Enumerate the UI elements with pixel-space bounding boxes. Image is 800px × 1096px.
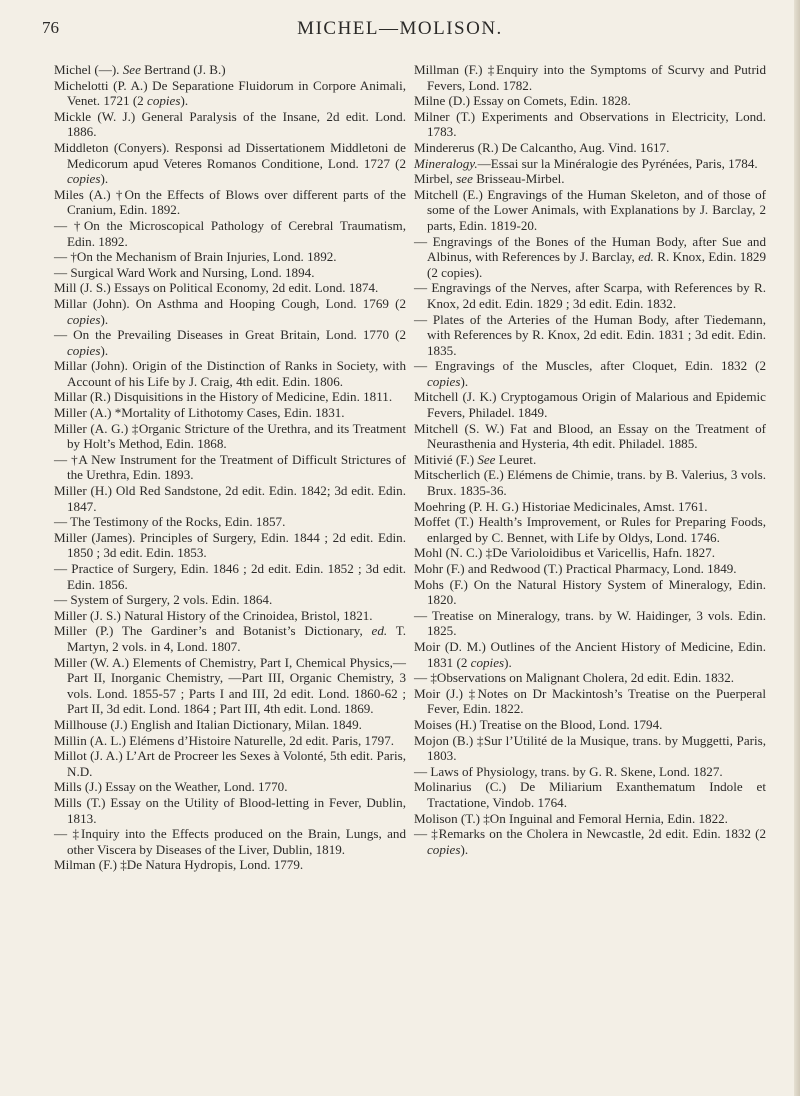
catalogue-entry <box>54 561 406 592</box>
catalogue-entry <box>414 234 766 281</box>
catalogue-entry <box>414 499 766 515</box>
catalogue-entry <box>414 62 766 93</box>
entry-pre: Millin (A. L.) Elémens d’Histoire Naturelle, 2d edit. Paris, 1797. <box>54 732 395 748</box>
page-edge-decoration <box>794 0 800 1096</box>
left-column <box>54 62 406 873</box>
catalogue-entry <box>54 405 406 421</box>
entry-pre: Mindererus (R.) De Calcantho, Aug. Vind. 1617. <box>414 139 670 155</box>
entry-it: copies <box>427 841 461 857</box>
right-column <box>414 62 766 857</box>
entry-pre: — Practice of Surgery, Edin. 1846 ; 2d edit. Edin. 1852 ; 3d edit. Edin. 1856. <box>54 561 406 592</box>
catalogue-entry <box>414 109 766 140</box>
catalogue-entry <box>414 561 766 577</box>
entry-pre: Milne (D.) Essay on Comets, Edin. 1828. <box>414 93 631 109</box>
entry-pre: — Laws of Physiology, trans. by G. R. Skene, Lond. 1827. <box>414 763 723 779</box>
entry-pre: — System of Surgery, 2 vols. Edin. 1864. <box>54 592 273 608</box>
catalogue-entry <box>414 140 766 156</box>
entry-pre: — ‡Remarks on the Cholera in Newcastle, 2d edit. Edin. 1832 (2 <box>414 826 766 842</box>
catalogue-entry <box>54 140 406 187</box>
catalogue-entry <box>414 421 766 452</box>
catalogue-entry <box>414 811 766 827</box>
entry-post: T. Martyn, 2 vols. in 4, Lond. 1807. <box>67 623 406 654</box>
catalogue-entry <box>414 608 766 639</box>
catalogue-entry <box>54 280 406 296</box>
entry-post: ). <box>180 93 189 109</box>
entry-pre: Millar (R.) Disquisitions in the History of Medicine, Edin. 1811. <box>54 389 393 405</box>
entry-post: ). <box>460 373 469 389</box>
entry-pre: — The Testimony of the Rocks, Edin. 1857. <box>54 514 286 530</box>
entry-pre: Miller (James). Principles of Surgery, Edin. 1844 ; 2d edit. Edin. 1850 ; 3d edit. Edin. 1853. <box>54 529 406 561</box>
catalogue-entry <box>54 78 406 109</box>
catalogue-entry <box>54 218 406 249</box>
entry-pre: Mohr (F.) and Redwood (T.) Practical Pharmacy, Lond. 1849. <box>414 561 737 576</box>
catalogue-entry <box>54 655 406 717</box>
entry-pre: Mitchell (E.) Engravings of the Human Skeleton, and of those of some of the Lower Animals, with Explanations by J. Barclay, 2 parts, Edin. 1819-20. <box>414 186 766 233</box>
entry-pre: Mitscherlich (E.) Elémens de Chimie, trans. by B. Valerius, 3 vols. Brux. 1835-36. <box>414 467 766 499</box>
catalogue-entry <box>54 265 406 281</box>
entry-pre: Millar (John). Origin of the Distinction of Ranks in Society, with Account of his Life by J. Craig, 4th edit. Edin. 1806. <box>54 358 406 389</box>
catalogue-entry <box>54 389 406 405</box>
catalogue-entry <box>54 748 406 779</box>
entry-pre: Mitchell (S. W.) Fat and Blood, an Essay on the Treatment of Neurasthenia and Hysteria, 4th edit. Philadel. 1885. <box>414 420 766 452</box>
catalogue-entry <box>54 733 406 749</box>
catalogue-entry <box>414 764 766 780</box>
entry-pre: Mojon (B.) ‡Sur l’Utilité de la Musique, trans. by Muggetti, Paris, 1803. <box>414 732 766 764</box>
catalogue-entry <box>414 452 766 468</box>
catalogue-entry <box>414 171 766 187</box>
entry-post: —Essai sur la Minéralogie des Pyrénées, Paris, 1784. <box>477 155 758 171</box>
entry-pre: Moir (D. M.) Outlines of the Ancient History of Medicine, Edin. 1831 (2 <box>414 638 766 670</box>
catalogue-entry <box>414 187 766 234</box>
entry-pre: — Engravings of the Muscles, after Cloquet, Edin. 1832 (2 <box>414 358 766 374</box>
entry-pre: — On the Prevailing Diseases in Great Britain, Lond. 1770 (2 <box>54 327 406 343</box>
catalogue-entry <box>54 530 406 561</box>
catalogue-entry <box>414 686 766 717</box>
entry-pre: Moehring (P. H. G.) Historiae Medicinales, Amst. 1761. <box>414 498 708 514</box>
entry-post: ). <box>100 342 109 358</box>
entry-it: See <box>477 451 496 467</box>
entry-post: Bertrand (J. B.) <box>140 62 226 77</box>
catalogue-entry <box>54 62 406 78</box>
entry-pre: — Treatise on Mineralogy, trans. by W. Haidinger, 3 vols. Edin. 1825. <box>414 607 766 639</box>
entry-post: Brisseau-Mirbel. <box>472 171 565 187</box>
entry-pre: — †On the Microscopical Pathology of Cerebral Traumatism, Edin. 1892. <box>54 217 406 249</box>
catalogue-entry <box>414 358 766 389</box>
entry-pre: Mills (T.) Essay on the Utility of Blood-letting in Fever, Dublin, 1813. <box>54 794 406 826</box>
catalogue-entry <box>54 327 406 358</box>
entry-post: ). <box>504 654 512 670</box>
catalogue-entry <box>414 312 766 359</box>
catalogue-entry <box>54 592 406 608</box>
entry-it: copies <box>470 654 505 670</box>
catalogue-entry <box>414 467 766 498</box>
catalogue-entry <box>414 639 766 670</box>
entry-pre: Mickle (W. J.) General Paralysis of the Insane, 2d edit. Lond. 1886. <box>54 108 406 140</box>
catalogue-entry <box>54 187 406 218</box>
entry-it: Mineralogy. <box>414 155 478 171</box>
entry-pre: Milner (T.) Experiments and Observations in Electricity, Lond. 1783. <box>414 108 766 140</box>
entry-pre: Miller (A. G.) ‡Organic Stricture of the Urethra, and its Treatment by Holt’s Method, Edin. 1868. <box>54 420 406 452</box>
entry-pre: Moffet (T.) Health’s Improvement, or Rules for Preparing Foods, enlarged by C. Bennet, with Life by Oldys, Lond. 1746. <box>414 514 766 545</box>
entry-pre: Michel (—). <box>54 62 123 77</box>
entry-pre: Millman (F.) ‡Enquiry into the Symptoms of Scurvy and Putrid Fevers, Lond. 1782. <box>414 62 766 93</box>
entry-pre: Mitivié (F.) <box>414 451 478 467</box>
entry-pre: Miller (H.) Old Red Sandstone, 2d edit. Edin. 1842; 3d edit. Edin. 1847. <box>54 483 406 514</box>
catalogue-entry <box>54 483 406 514</box>
entry-pre: — Surgical Ward Work and Nursing, Lond. 1894. <box>54 264 315 280</box>
catalogue-entry <box>414 156 766 172</box>
entry-it: copies <box>67 311 101 327</box>
entry-post: Leuret. <box>495 451 537 467</box>
entry-post: ). <box>100 171 109 187</box>
running-head: MICHEL—MOLISON. <box>297 18 503 39</box>
entry-pre: Millhouse (J.) English and Italian Dictionary, Milan. 1849. <box>54 716 362 732</box>
entry-pre: Mills (J.) Essay on the Weather, Lond. 1770. <box>54 779 288 795</box>
catalogue-entry <box>54 358 406 389</box>
page-number: 76 <box>42 18 59 37</box>
entry-pre: Moises (H.) Treatise on the Blood, Lond. 1794. <box>414 716 663 732</box>
catalogue-entry <box>414 717 766 733</box>
entry-it: copies <box>67 171 101 187</box>
catalogue-entry <box>414 545 766 561</box>
catalogue-entry <box>54 779 406 795</box>
catalogue-entry <box>54 296 406 327</box>
entry-pre: Milman (F.) ‡De Natura Hydropis, Lond. 1779. <box>54 857 304 873</box>
entry-it: copies <box>67 342 101 358</box>
catalogue-entry <box>54 795 406 826</box>
catalogue-entry <box>414 779 766 810</box>
entry-pre: — †On the Mechanism of Brain Injuries, Lond. 1892. <box>54 249 337 265</box>
entry-pre: Miller (A.) *Mortality of Lithotomy Cases, Edin. 1831. <box>54 405 345 421</box>
entry-pre: Mitchell (J. K.) Cryptogamous Origin of Malarious and Epidemic Fevers, Philadel. 1849. <box>414 389 766 421</box>
catalogue-entry <box>414 514 766 545</box>
catalogue-entry <box>54 623 406 654</box>
catalogue-entry <box>54 514 406 530</box>
catalogue-entry <box>54 452 406 483</box>
entry-it: copies <box>427 373 461 389</box>
entry-it: ed. <box>638 249 654 265</box>
entry-post: ). <box>100 311 109 327</box>
entry-pre: Miller (W. A.) Elements of Chemistry, Part I, Chemical Physics,—Part II, Inorganic Chemistry, —Part III, Organic Chemistry, 3 vols. Lond. 1855-57 ; Parts I and III, 2d edit. Lond. 1860-62 ; Part II, 3d edit. Lond. 1864 ; Part III, 4th edit. Lond. 1869. <box>54 654 406 717</box>
catalogue-entry <box>414 389 766 420</box>
entry-pre: Molison (T.) ‡On Inguinal and Femoral Hernia, Edin. 1822. <box>414 810 728 826</box>
entry-pre: — ‡Inquiry into the Effects produced on the Brain, Lungs, and other Viscera by Diseases of the Liver, Dublin, 1819. <box>54 826 406 857</box>
entry-pre: Middleton (Conyers). Responsi ad Dissertationem Middletoni de Medicorum apud Veteres Romanos Conditione, Lond. 1727 (2 <box>54 139 406 171</box>
catalogue-entry <box>54 421 406 452</box>
catalogue-entry <box>414 577 766 608</box>
catalogue-entry <box>54 249 406 265</box>
entry-pre: Mill (J. S.) Essays on Political Economy, 2d edit. Lond. 1874. <box>54 280 379 296</box>
entry-it: See <box>122 62 141 77</box>
entry-pre: — ‡Observations on Malignant Cholera, 2d edit. Edin. 1832. <box>414 670 735 686</box>
catalogue-entry <box>414 670 766 686</box>
entry-pre: Millar (John). On Asthma and Hooping Cough, Lond. 1769 (2 <box>54 295 406 311</box>
entry-pre: — †A New Instrument for the Treatment of Difficult Strictures of the Urethra, Edin. 1893. <box>54 451 406 483</box>
entry-it: copies <box>147 93 181 109</box>
catalogue-entry <box>414 280 766 311</box>
entry-pre: — Plates of the Arteries of the Human Body, after Tiedemann, with References by R. Knox, 2d edit. Edin. 1831 ; 3d edit. Edin. 1835. <box>414 311 766 358</box>
entry-pre: Mirbel, <box>414 171 457 187</box>
catalogue-entry <box>414 93 766 109</box>
entry-pre: Millot (J. A.) L’Art de Procreer les Sexes à Volonté, 5th edit. Paris, N.D. <box>54 748 406 779</box>
entry-pre: — Engravings of the Bones of the Human Body, after Sue and Albinus, with References by J. Barclay, <box>414 233 766 265</box>
catalogue-entry <box>54 857 406 873</box>
entry-pre: Mohl (N. C.) ‡De Varioloidibus et Varicellis, Hafn. 1827. <box>414 545 715 561</box>
entry-pre: Miller (J. S.) Natural History of the Crinoidea, Bristol, 1821. <box>54 607 373 623</box>
entry-post: ). <box>460 841 469 857</box>
catalogue-entry <box>414 733 766 764</box>
entry-pre: Mohs (F.) On the Natural History System of Mineralogy, Edin. 1820. <box>414 576 766 608</box>
catalogue-entry <box>54 717 406 733</box>
entry-pre: Miles (A.) †On the Effects of Blows over different parts of the Cranium, Edin. 1892. <box>54 186 406 218</box>
entry-post: R. Knox, Edin. 1829 (2 copies). <box>427 249 766 280</box>
catalogue-entry <box>54 608 406 624</box>
catalogue-entry <box>414 826 766 857</box>
entry-pre: Miller (P.) The Gardiner’s and Botanist’s Dictionary, <box>54 623 372 639</box>
entry-it: ed. <box>371 623 388 639</box>
entry-it: see <box>456 171 473 187</box>
entry-pre: — Engravings of the Nerves, after Scarpa, with References by R. Knox, 2d edit. Edin. 1829 ; 3d edit. Edin. 1832. <box>414 280 766 311</box>
entry-pre: Molinarius (C.) De Miliarium Exanthematum Indole et Tractatione, Vindob. 1764. <box>414 779 766 810</box>
entry-pre: Moir (J.) ‡Notes on Dr Mackintosh’s Treatise on the Puerperal Fever, Edin. 1822. <box>414 685 766 717</box>
entry-pre: Michelotti (P. A.) De Separatione Fluidorum in Corpore Animali, Venet. 1721 (2 <box>54 77 406 109</box>
catalogue-entry <box>54 109 406 140</box>
catalogue-entry <box>54 826 406 857</box>
